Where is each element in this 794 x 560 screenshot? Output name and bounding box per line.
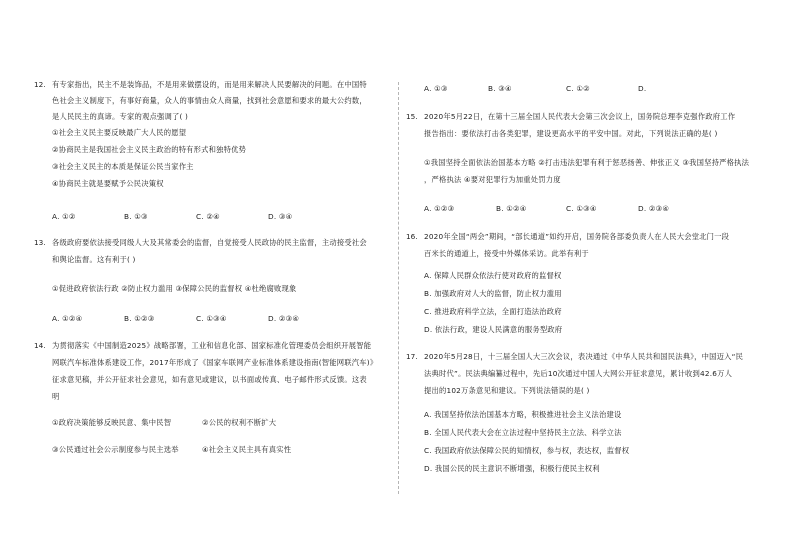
- question-14-statement-2: ②公民的权利不断扩大: [202, 418, 277, 427]
- question-13-option-c[interactable]: C. ①③④: [196, 314, 227, 323]
- question-15-statements-line-2: ，严格执法 ④要对犯罪行为加重处罚力度: [424, 175, 561, 184]
- question-15-stem-line-2: 报告指出：要依法打击各类犯罪，建设更高水平的平安中国。对此，下列说法正确的是( ): [424, 129, 718, 138]
- question-17-option-a[interactable]: A. 我国坚持依法治国基本方略，积极推进社会主义法治建设: [424, 410, 622, 419]
- question-14-stem-line-2: 网联汽车标准体系建设工作，2017年形成了《国家车联网产业标准体系建设指南(智能网联汽车)》: [52, 358, 378, 367]
- question-14-statement-3: ③公民通过社会公示制度参与民主选举: [52, 445, 179, 454]
- question-13-option-d[interactable]: D. ②③④: [268, 314, 300, 323]
- question-13-option-b[interactable]: B. ①②③: [124, 314, 155, 323]
- question-16-stem-line-2: 百米长的通道上，接受中外媒体采访。此举有利于: [424, 249, 589, 258]
- question-16-option-a[interactable]: A. 保障人民群众依法行使对政府的监督权: [424, 271, 562, 280]
- question-14-statement-4: ④社会主义民主具有真实性: [202, 445, 292, 454]
- question-16-stem-line-1: 2020年全国“两会”期间，“部长通道”如约开启，国务院各部委负责人在人民大会堂北门一段: [424, 232, 730, 241]
- question-12-number: 12.: [34, 80, 46, 89]
- question-14-option-c[interactable]: C. ①②: [566, 84, 590, 93]
- question-14-stem-line-4: 明: [52, 392, 60, 401]
- question-14-stem-line-3: 征求意见稿，并公开征求社会意见，如有意见或建议，以书面或传真、电子邮件形式反馈。这表: [52, 375, 367, 384]
- question-15-option-a[interactable]: A. ①②③: [424, 204, 455, 213]
- question-15-option-b[interactable]: B. ①②④: [496, 204, 527, 213]
- question-16-option-b[interactable]: B. 加强政府对人大的监督，防止权力滥用: [424, 289, 562, 298]
- question-13-stem-line-2: 和舆论监督。这有利于( ): [52, 255, 136, 264]
- question-15-stem-line-1: 2020年5月22日，在第十三届全国人民代表大会第三次会议上，国务院总理李克强作政府工作: [424, 112, 736, 121]
- question-12-statement-4: ④协商民主就是要赋予公民决策权: [52, 179, 164, 188]
- question-12-statement-3: ③社会主义民主的本质是保证公民当家作主: [52, 162, 194, 171]
- question-15-statements-line-1: ①我国坚持全面依法治国基本方略 ②打击违法犯罪有利于惩恶扬善、伸张正义 ③我国坚持严格执法: [424, 158, 750, 167]
- question-16-option-c[interactable]: C. 推进政府科学立法，全面打造法治政府: [424, 307, 562, 316]
- question-14-stem-line-1: 为贯彻落实《中国制造2025》战略部署，工业和信息化部、国家标准化管理委员会组织开展智能: [52, 341, 372, 350]
- question-17-option-d[interactable]: D. 我国公民的民主意识不断增强，积极行使民主权利: [424, 464, 600, 473]
- question-15-option-d[interactable]: D. ②③④: [638, 204, 670, 213]
- question-12-stem-line-1: 有专家指出，民主不是装饰品，不是用来做摆设的，而是用来解决人民要解决的问题。在中国特: [52, 80, 367, 89]
- question-12-option-d[interactable]: D. ③④: [268, 212, 293, 221]
- question-14-statement-1: ①政府决策能够反映民意、集中民智: [52, 418, 172, 427]
- question-12-statement-2: ②协商民主是我国社会主义民主政治的特有形式和独特优势: [52, 145, 247, 154]
- question-17-stem-line-3: 提出的102万条意见和建议。下列说法错误的是( ): [424, 386, 590, 395]
- question-13-statements: ①促进政府依法行政 ②防止权力滥用 ③保障公民的监督权 ④杜绝腐败现象: [52, 284, 297, 293]
- question-14-option-a[interactable]: A. ①③: [424, 84, 448, 93]
- question-17-stem-line-1: 2020年5月28日，十三届全国人大三次会议，表决通过《中华人民共和国民法典》，中国迈入“民: [424, 352, 744, 361]
- question-12-option-a[interactable]: A. ①②: [52, 212, 76, 221]
- question-12-option-b[interactable]: B. ①③: [124, 212, 148, 221]
- column-divider: [398, 82, 399, 494]
- question-12-stem-line-2: 色社会主义制度下，有事好商量，众人的事情由众人商量，找到社会意愿和要求的最大公约数，: [52, 96, 367, 105]
- question-15-option-c[interactable]: C. ①③④: [566, 204, 597, 213]
- question-17-option-c[interactable]: C. 我国政府依法保障公民的知情权，参与权，表达权，监督权: [424, 446, 630, 455]
- question-15-number: 15.: [406, 112, 418, 121]
- question-16-number: 16.: [406, 232, 418, 241]
- question-12-stem-line-3: 是人民民主的真谛。专家的观点强调了( ): [52, 112, 189, 121]
- question-17-stem-line-2: 法典时代”。民法典编纂过程中，先后10次通过中国人大网公开征求意见，累计收到42.6万人: [424, 369, 733, 378]
- question-12-statement-1: ①社会主义民主要反映最广大人民的愿望: [52, 128, 187, 137]
- question-17-number: 17.: [406, 352, 418, 361]
- question-13-number: 13.: [34, 238, 46, 247]
- question-14-number: 14.: [34, 341, 46, 350]
- question-14-option-d[interactable]: D.: [638, 84, 647, 93]
- right-column: [400, 0, 794, 560]
- question-17-option-b[interactable]: B. 全国人民代表大会在立法过程中坚持民主立法、科学立法: [424, 428, 622, 437]
- question-14-option-b[interactable]: B. ③④: [488, 84, 512, 93]
- question-13-stem-line-1: 各级政府要依法接受同级人大及其常委会的监督，自觉接受人民政协的民主监督，主动接受社会: [52, 238, 367, 247]
- question-16-option-d[interactable]: D. 依法行政，建设人民满意的服务型政府: [424, 325, 563, 334]
- question-13-option-a[interactable]: A. ①②④: [52, 314, 83, 323]
- question-12-option-c[interactable]: C. ②④: [196, 212, 220, 221]
